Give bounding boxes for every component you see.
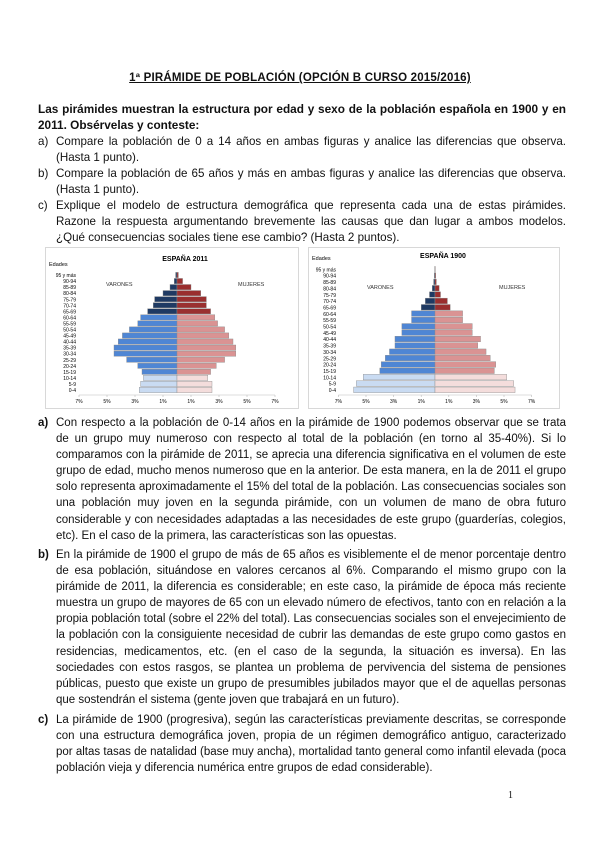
age-label: 20-24 bbox=[63, 363, 76, 370]
age-label: 65-69 bbox=[323, 305, 336, 312]
question-a bbox=[38, 134, 566, 166]
bar-female bbox=[177, 303, 206, 308]
question-label: c) bbox=[38, 199, 48, 212]
legend-male: VARONES bbox=[367, 285, 394, 291]
age-label: 40-44 bbox=[323, 337, 336, 344]
bar-female bbox=[177, 363, 216, 368]
age-label: 85-89 bbox=[323, 280, 336, 287]
age-label: 30-34 bbox=[63, 351, 76, 358]
bar-female bbox=[435, 292, 441, 298]
age-label: 45-49 bbox=[63, 333, 76, 340]
bar-female bbox=[435, 279, 436, 285]
bar-male bbox=[381, 362, 435, 368]
bar-male bbox=[395, 343, 435, 349]
bar-male bbox=[176, 272, 177, 277]
bar-female bbox=[435, 349, 486, 355]
bar-female bbox=[435, 324, 472, 330]
legend-female: MUJERES bbox=[499, 285, 526, 291]
answer-c bbox=[38, 712, 566, 776]
x-tick-label: 1% bbox=[187, 399, 195, 405]
bar-male bbox=[155, 297, 177, 302]
x-tick-label: 3% bbox=[131, 399, 139, 405]
age-label: 30-34 bbox=[323, 349, 336, 356]
pyramid-chart-1900 bbox=[308, 247, 560, 409]
bar-female bbox=[435, 285, 439, 291]
bar-female bbox=[177, 351, 236, 356]
bar-female bbox=[435, 355, 490, 361]
bar-male bbox=[395, 336, 435, 342]
question-label: a) bbox=[38, 135, 49, 148]
bar-male bbox=[389, 349, 435, 355]
x-tick-label: 3% bbox=[215, 399, 223, 405]
legend-female: MUJERES bbox=[238, 282, 265, 288]
legend-male: VARONES bbox=[106, 282, 133, 288]
bar-male bbox=[402, 330, 435, 336]
age-label: 45-49 bbox=[323, 330, 336, 337]
bar-male bbox=[122, 333, 177, 338]
answer-label: a) bbox=[38, 417, 49, 429]
age-label: 35-39 bbox=[63, 345, 76, 352]
bar-female bbox=[435, 336, 481, 342]
bar-female bbox=[435, 374, 507, 380]
pyramid-svg-2011 bbox=[46, 248, 298, 408]
x-tick-label: 1% bbox=[159, 399, 167, 405]
pyramid-chart-2011 bbox=[45, 247, 299, 409]
question-text: Compare la población de 65 años y más en ambas figuras y analice las diferencias que observa. (Hasta 1 punto). bbox=[56, 167, 566, 196]
answer-text: La pirámide de 1900 (progresiva), según las características previamente descritas, se corresponde con una estructura demográfica joven, propia de un régimen demográfico antiguo, caracterizado por altas tasas de natalidad (base muy ancha), mortalidad tanto general como infantil elevada (poca población vieja y diferencia numérica entre grupos de edad considerable). bbox=[56, 714, 566, 775]
age-axis-label: Edades bbox=[312, 256, 331, 262]
age-label: 10-14 bbox=[323, 375, 336, 382]
bar-male bbox=[170, 285, 177, 290]
age-label: 70-74 bbox=[323, 299, 336, 306]
age-label: 50-54 bbox=[323, 324, 336, 331]
age-label: 90-94 bbox=[63, 279, 76, 286]
bar-female bbox=[177, 321, 218, 326]
bar-male bbox=[174, 278, 177, 283]
bar-male bbox=[412, 311, 435, 317]
age-label: 0-4 bbox=[328, 388, 336, 394]
age-label: 10-14 bbox=[63, 375, 76, 382]
bar-male bbox=[421, 305, 435, 311]
bar-male bbox=[138, 363, 177, 368]
age-label: 75-79 bbox=[63, 297, 76, 304]
age-label: 90-94 bbox=[323, 273, 336, 280]
bar-male bbox=[114, 345, 177, 350]
bar-female bbox=[435, 317, 463, 323]
bar-male bbox=[127, 357, 177, 362]
bar-female bbox=[177, 291, 201, 296]
x-tick-label: 1% bbox=[445, 399, 453, 405]
x-tick-label: 5% bbox=[103, 399, 111, 405]
bar-female bbox=[177, 381, 212, 386]
answer-label: b) bbox=[38, 549, 49, 561]
bar-female bbox=[435, 368, 494, 374]
bar-female bbox=[177, 309, 211, 314]
bar-male bbox=[141, 315, 177, 320]
bar-male bbox=[142, 369, 177, 374]
age-label: 55-59 bbox=[63, 321, 76, 328]
page-title: 1ª PIRÁMIDE DE POBLACIÓN (OPCIÓN B CURSO 2015/2016) bbox=[129, 72, 471, 84]
age-label: 15-19 bbox=[63, 369, 76, 376]
bar-male bbox=[141, 381, 177, 386]
age-label: 20-24 bbox=[323, 362, 336, 369]
bar-male bbox=[148, 309, 177, 314]
age-label: 80-84 bbox=[63, 291, 76, 298]
bar-female bbox=[177, 272, 178, 277]
age-label: 95 y más bbox=[55, 273, 76, 280]
age-label: 40-44 bbox=[63, 339, 76, 346]
bar-female bbox=[177, 333, 229, 338]
age-label: 60-64 bbox=[323, 311, 336, 318]
bar-female bbox=[177, 345, 236, 350]
bar-male bbox=[354, 387, 435, 393]
page-number: 1 bbox=[508, 790, 513, 801]
bar-male bbox=[385, 355, 435, 361]
age-label: 15-19 bbox=[323, 368, 336, 375]
bar-female bbox=[177, 339, 233, 344]
bar-female bbox=[435, 305, 450, 311]
answer-a bbox=[38, 415, 566, 544]
bar-female bbox=[177, 375, 208, 380]
bar-female bbox=[435, 298, 447, 304]
answer-label: c) bbox=[38, 714, 49, 726]
age-label: 75-79 bbox=[323, 292, 336, 299]
age-label: 5-9 bbox=[68, 381, 76, 388]
bar-male bbox=[118, 339, 177, 344]
chart-title: ESPAÑA 2011 bbox=[162, 256, 208, 263]
bar-female bbox=[435, 343, 478, 349]
bar-female bbox=[177, 315, 215, 320]
x-tick-label: 1% bbox=[417, 399, 425, 405]
age-label: 85-89 bbox=[63, 285, 76, 292]
x-tick-label: 7% bbox=[271, 399, 279, 405]
question-label: b) bbox=[38, 167, 49, 180]
age-label: 80-84 bbox=[323, 286, 336, 293]
bar-female bbox=[435, 330, 472, 336]
question-text: Explique el modelo de estructura demográfica que representa cada una de estas pirámides. Razone la respuesta argumentando brevemente las causas que dan lugar a ambos modelos. ¿Qué consecuencias sociales tiene ese cambio? (Hasta 2 puntos). bbox=[56, 199, 566, 244]
question-b bbox=[38, 166, 566, 198]
bar-male bbox=[429, 292, 435, 298]
bar-female bbox=[435, 311, 463, 317]
bar-female bbox=[177, 278, 183, 283]
age-label: 35-39 bbox=[323, 343, 336, 350]
chart-title: ESPAÑA 1900 bbox=[420, 253, 466, 260]
bar-male bbox=[139, 387, 177, 392]
bar-female bbox=[177, 327, 225, 332]
x-tick-label: 5% bbox=[362, 399, 370, 405]
bar-male bbox=[163, 291, 177, 296]
bar-male bbox=[138, 321, 177, 326]
answer-text: En la pirámide de 1900 el grupo de más de 65 años es visiblemente el de menor porcentaje dentro de esa población, situándose en valores cercanos al 6%. Comparando el mismo grupo con la pirámide de 2011, la diferencia es considerable; en este caso, la pirámide de época más reciente muestra un grupo de mayores de 65 con un elevado número de efectivos, tanto con en relación a la propia población total (sobre el 22% del total). Las consecuencias sociales son el envejecimiento de la población con la consiguiente necesidad de cubrir las demandas de este grupo como gastos en residencias, medicamentos, etc. (en el caso de la segunda, la situación es inversa). En las sociedades con estos rasgos, se plantea un problema de pervivencia del sistema de pensiones públicas, puesto que existe un grupo de presumibles jubilados mayor que el de aquellas personas que sostendrán el sistema (gente joven que trabajará en un futuro). bbox=[56, 549, 566, 706]
bar-male bbox=[356, 381, 435, 387]
bar-female bbox=[177, 369, 211, 374]
bar-male bbox=[153, 303, 177, 308]
answer-text: Con respecto a la población de 0-14 años en la pirámide de 1900 podemos observar que se trata de un grupo muy numeroso con respecto al total de la población (en torno al 35-40%). Si lo comparamos con la pirámide de 2011, se aprecia una diferencia significativa en el volumen de este grupo de edad, mucho menos numeroso que en la anterior. De esta manera, en la de 2011 el grupo solo representa aproximadamente el 15% del total de la población. Las consecuencias sociales son una población muy joven en la segunda pirámide, con un volumen de mano de obra futuro considerable y con necesidades adaptadas a las necesidades de este grupo (guarderías, colegios, etc). En el caso de la primera, las características son las opuestas. bbox=[56, 417, 566, 542]
age-label: 5-9 bbox=[328, 381, 336, 388]
bar-male bbox=[402, 324, 435, 330]
bar-female bbox=[435, 362, 496, 368]
x-tick-label: 7% bbox=[75, 399, 83, 405]
bar-female bbox=[177, 297, 206, 302]
age-label: 0-4 bbox=[68, 388, 76, 394]
bar-female bbox=[177, 285, 191, 290]
bar-female bbox=[177, 387, 212, 392]
bar-male bbox=[432, 285, 435, 291]
bar-male bbox=[143, 375, 177, 380]
age-label: 60-64 bbox=[63, 315, 76, 322]
bar-male bbox=[363, 374, 435, 380]
bar-male bbox=[129, 327, 177, 332]
answer-b bbox=[38, 547, 566, 708]
bar-female bbox=[435, 273, 436, 279]
x-tick-label: 5% bbox=[500, 399, 508, 405]
age-label: 50-54 bbox=[63, 327, 76, 334]
x-tick-label: 5% bbox=[243, 399, 251, 405]
age-label: 25-29 bbox=[323, 356, 336, 363]
age-label: 55-59 bbox=[323, 318, 336, 325]
intro-text: Las pirámides muestran la estructura por edad y sexo de la población española en 1900 y en 2011. Obsérvelas y conteste: bbox=[38, 102, 566, 132]
question-text: Compare la población de 0 a 14 años en ambas figuras y analice las diferencias que observa. (Hasta 1 punto). bbox=[56, 135, 566, 164]
age-label: 70-74 bbox=[63, 303, 76, 310]
age-label: 95 y más bbox=[315, 267, 336, 274]
age-label: 25-29 bbox=[63, 357, 76, 364]
x-tick-label: 7% bbox=[527, 399, 536, 405]
bar-female bbox=[177, 357, 225, 362]
x-tick-label: 3% bbox=[472, 399, 481, 405]
bar-female bbox=[435, 381, 514, 387]
bar-male bbox=[114, 351, 177, 356]
x-tick-label: 3% bbox=[389, 399, 398, 405]
age-axis-label: Edades bbox=[49, 262, 68, 268]
bar-male bbox=[412, 317, 435, 323]
question-c bbox=[38, 198, 566, 246]
x-tick-label: 7% bbox=[334, 399, 343, 405]
bar-male bbox=[425, 298, 435, 304]
bar-female bbox=[435, 387, 515, 393]
bar-male bbox=[380, 368, 435, 374]
age-label: 65-69 bbox=[63, 309, 76, 316]
pyramid-svg-1900 bbox=[309, 248, 559, 408]
bar-male bbox=[434, 279, 435, 285]
